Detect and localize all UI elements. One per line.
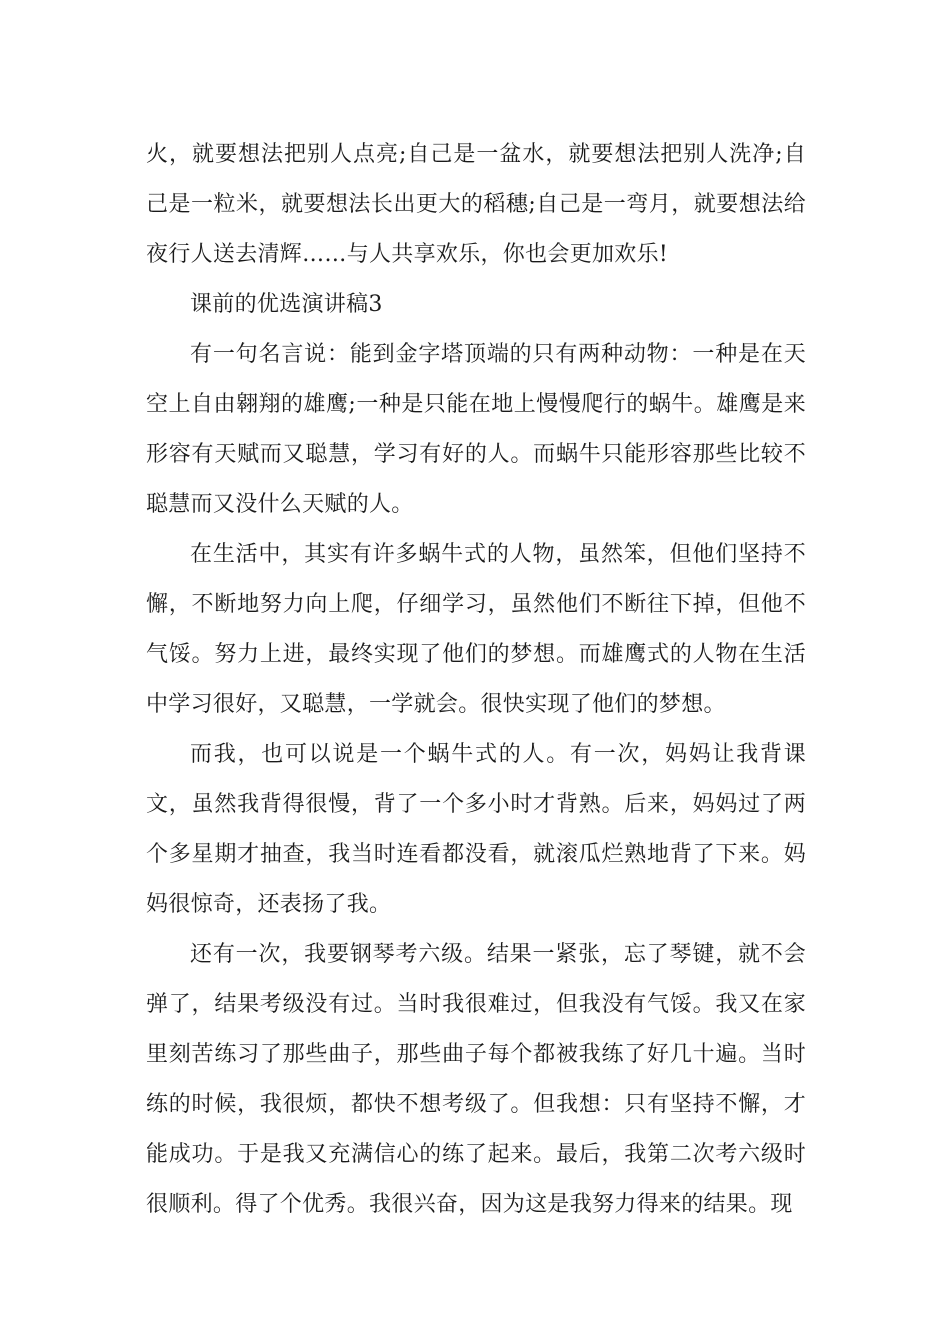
- paragraph-continuation: 火，就要想法把别人点亮;自己是一盆水，就要想法把别人洗净;自己是一粒米，就要想法长出更大的稻穗;自己是一弯月，就要想法给夜行人送去清辉……与人共享欢乐，你也会更加欢乐!: [146, 142, 806, 267]
- paragraph: 有一句名言说：能到金字塔顶端的只有两种动物：一种是在天空上自由翱翔的雄鹰;一种是只能在地上慢慢爬行的蜗牛。雄鹰是来形容有天赋而又聪慧，学习有好的人。而蜗牛只能形容那些比较不聪慧而又没什么天赋的人。: [146, 342, 806, 517]
- section-heading: 课前的优选演讲稿3: [190, 292, 383, 317]
- paragraph: 还有一次，我要钢琴考六级。结果一紧张，忘了琴键，就不会弹了，结果考级没有过。当时我很难过，但我没有气馁。我又在家里刻苦练习了那些曲子，那些曲子每个都被我练了好几十遍。当时练的时候，我很烦，都快不想考级了。但我想：只有坚持不懈，才能成功。于是我又充满信心的练了起来。最后，我第二次考六级时很顺利。得了个优秀。我很兴奋，因为这是我努力得来的结果。现: [146, 942, 806, 1217]
- document-body: [146, 130, 806, 1230]
- paragraph: 在生活中，其实有许多蜗牛式的人物，虽然笨，但他们坚持不懈，不断地努力向上爬，仔细学习，虽然他们不断往下掉，但他不气馁。努力上进，最终实现了他们的梦想。而雄鹰式的人物在生活中学习很好，又聪慧，一学就会。很快实现了他们的梦想。: [146, 542, 806, 717]
- paragraph: 而我，也可以说是一个蜗牛式的人。有一次，妈妈让我背课文，虽然我背得很慢，背了一个多小时才背熟。后来，妈妈过了两个多星期才抽查，我当时连看都没看，就滚瓜烂熟地背了下来。妈妈很惊奇，还表扬了我。: [146, 742, 806, 917]
